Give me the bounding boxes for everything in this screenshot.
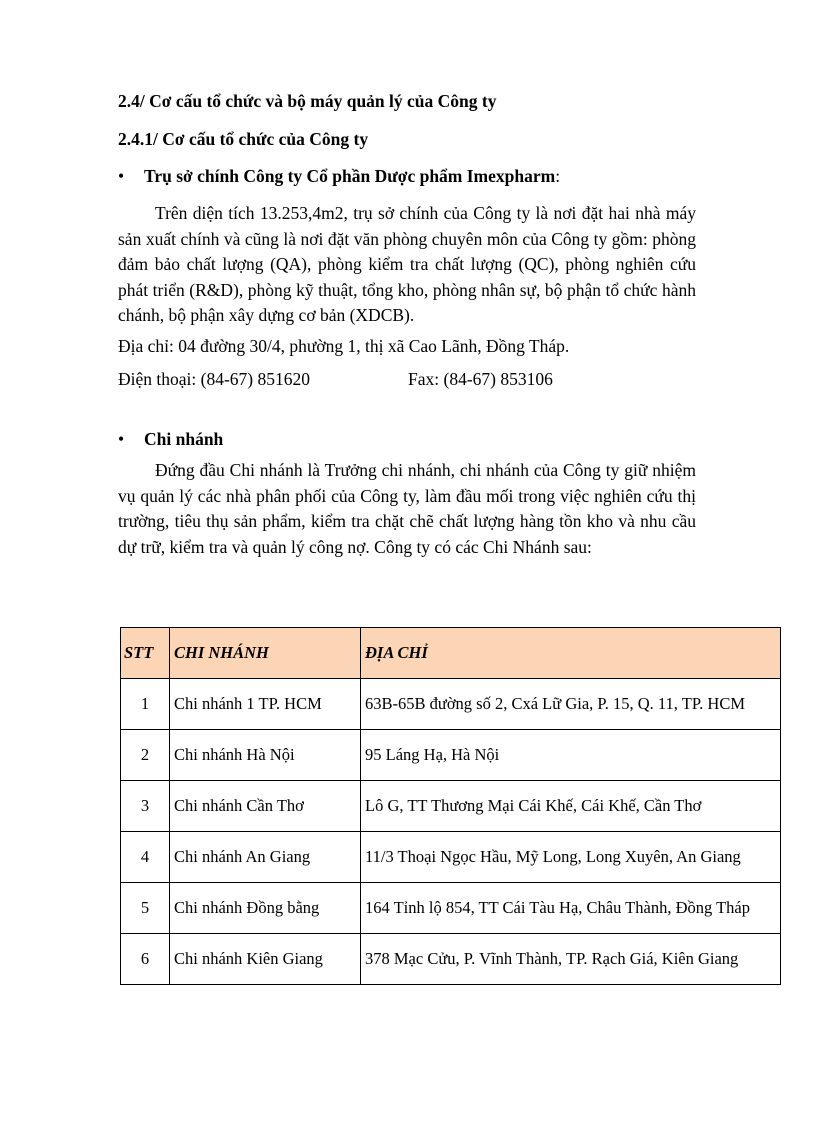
cell-stt: 6 [121, 934, 170, 985]
cell-address: 95 Láng Hạ, Hà Nội [361, 730, 781, 781]
head-office-phone: Điện thoại: (84-67) 851620 [118, 369, 310, 389]
cell-branch: Chi nhánh Kiên Giang [170, 934, 361, 985]
header-branch: CHI NHÁNH [170, 628, 361, 679]
cell-address: 11/3 Thoại Ngọc Hầu, Mỹ Long, Long Xuyên, An Giang [361, 832, 781, 883]
table-row [121, 781, 781, 832]
header-stt: STT [121, 628, 170, 679]
cell-stt: 5 [121, 883, 170, 934]
table-header-row [121, 628, 781, 679]
cell-stt: 1 [121, 679, 170, 730]
head-office-bullet-item [118, 166, 560, 187]
head-office-paragraph: Trên diện tích 13.253,4m2, trụ sở chính của Công ty là nơi đặt hai nhà máy sản xuất chính và cũng là nơi đặt văn phòng chuyên môn của Công ty gồm: phòng đảm bảo chất lượng (QA), phòng kiểm tra chất lượng (QC), phòng nghiên cứu phát triển (R&D), phòng kỹ thuật, tổng kho, phòng nhân sự, bộ phận tổ chức hành chánh, bộ phận xây dựng cơ bản (XDCB). [118, 203, 696, 325]
cell-branch: Chi nhánh Cần Thơ [170, 781, 361, 832]
head-office-address: Địa chỉ: 04 đường 30/4, phường 1, thị xã Cao Lãnh, Đồng Tháp. [118, 336, 570, 356]
cell-branch: Chi nhánh Đồng bằng [170, 883, 361, 934]
head-office-title-suffix: : [555, 166, 561, 186]
table-row [121, 883, 781, 934]
cell-address: Lô G, TT Thương Mại Cái Khế, Cái Khế, Cần Thơ [361, 781, 781, 832]
cell-stt: 3 [121, 781, 170, 832]
head-office-title: Trụ sở chính Công ty Cổ phần Dược phẩm Imexpharm [144, 166, 556, 186]
table-row [121, 730, 781, 781]
subsection-heading: 2.4.1/ Cơ cấu tổ chức của Công ty [118, 129, 369, 149]
section-heading: 2.4/ Cơ cấu tổ chức và bộ máy quản lý của Công ty [118, 91, 497, 111]
table-row [121, 832, 781, 883]
bullet-icon: • [118, 429, 125, 449]
header-address: ĐỊA CHỈ [361, 628, 781, 679]
cell-branch: Chi nhánh 1 TP. HCM [170, 679, 361, 730]
cell-branch: Chi nhánh Hà Nội [170, 730, 361, 781]
bullet-icon: • [118, 166, 125, 186]
table-row [121, 934, 781, 985]
branches-title: Chi nhánh [144, 429, 224, 449]
cell-stt: 2 [121, 730, 170, 781]
cell-address: 378 Mạc Cửu, P. Vĩnh Thành, TP. Rạch Giá, Kiên Giang [361, 934, 781, 985]
cell-address: 164 Tỉnh lộ 854, TT Cái Tàu Hạ, Châu Thành, Đồng Tháp [361, 883, 781, 934]
table-row [121, 679, 781, 730]
cell-stt: 4 [121, 832, 170, 883]
branches-bullet-item [118, 429, 223, 450]
branches-table [120, 627, 781, 985]
branches-paragraph: Đứng đầu Chi nhánh là Trưởng chi nhánh, chi nhánh của Công ty giữ nhiệm vụ quản lý các nhà phân phối của Công ty, làm đầu mối trong việc nghiên cứu thị trường, tiêu thụ sản phẩm, kiểm tra chặt chẽ chất lượng hàng tồn kho và nhu cầu dự trữ, kiểm tra và quản lý công nợ. Công ty có các Chi Nhánh sau: [118, 460, 696, 557]
head-office-fax: Fax: (84-67) 853106 [408, 369, 553, 389]
cell-branch: Chi nhánh An Giang [170, 832, 361, 883]
cell-address: 63B-65B đường số 2, Cxá Lữ Gia, P. 15, Q. 11, TP. HCM [361, 679, 781, 730]
